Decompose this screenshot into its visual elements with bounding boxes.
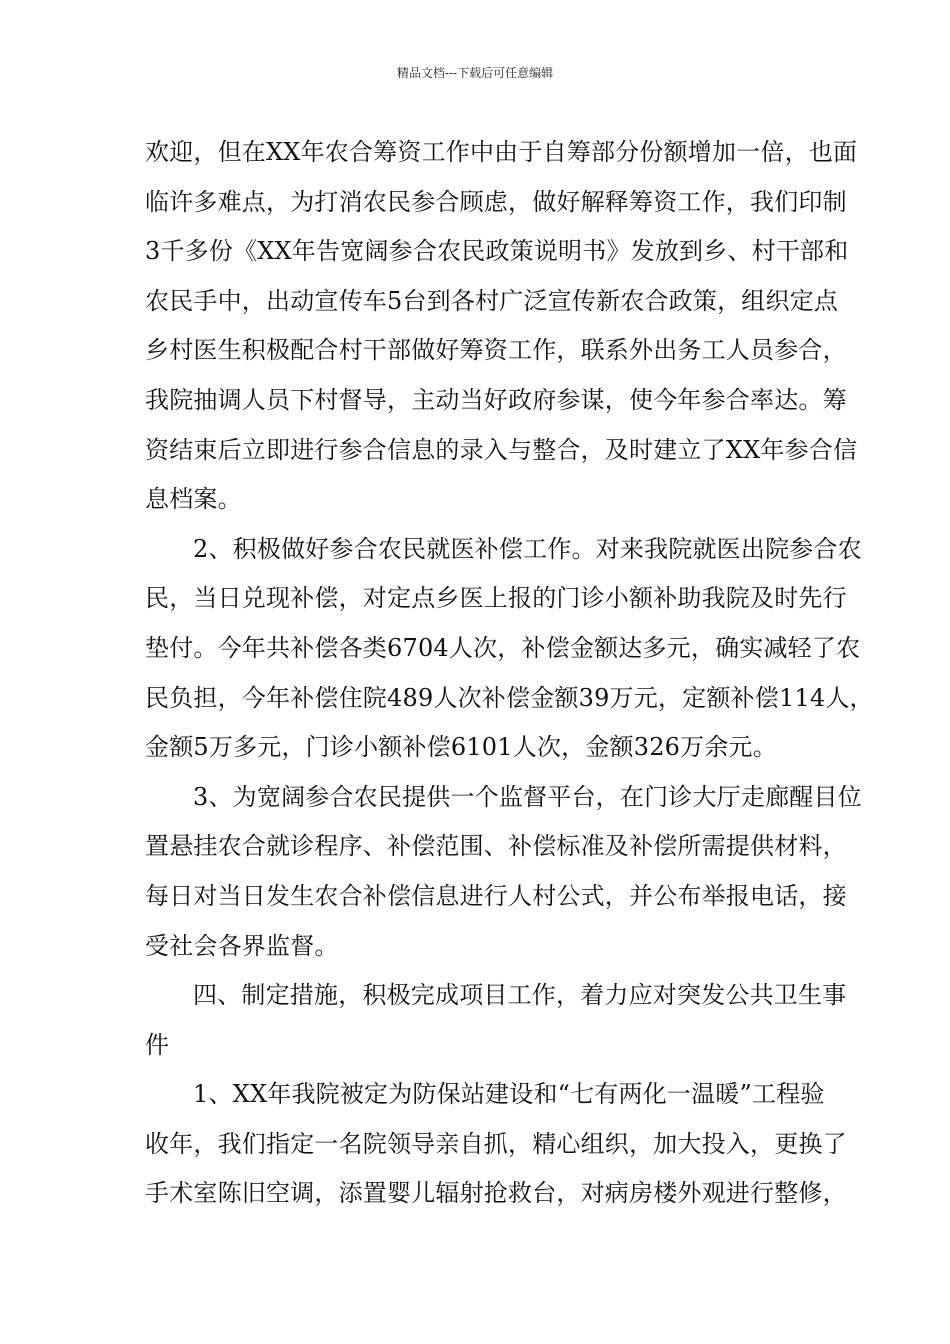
text-line: 我院抽调人员下村督导，主动当好政府参谋，使今年参合率达。筹 xyxy=(145,385,847,414)
text-line: 垫付。今年共补偿各类6704人次，补偿金额达多元，确实减轻了农 xyxy=(145,633,861,662)
section-heading-line: 四、制定措施，积极完成项目工作，着力应对突发公共卫生事 xyxy=(193,981,847,1010)
paragraph-start-line: 2、积极做好参合农民就医补偿工作。对来我院就医出院参合农 xyxy=(193,534,862,563)
text-line: 民，当日兑现补偿，对定点乡医上报的门诊小额补助我院及时先行 xyxy=(145,584,847,613)
text-line: 乡村医生积极配合村干部做好筹资工作，联系外出务工人员参合， xyxy=(145,336,847,365)
text-line: 置悬挂农合就诊程序、补偿范围、补偿标准及补偿所需提供材料， xyxy=(145,832,847,861)
text-line: 资结束后立即进行参合信息的录入与整合，及时建立了XX年参合信 xyxy=(145,435,858,464)
text-line: 受社会各界监督。 xyxy=(145,931,339,960)
paragraph-start-line: 1、XX年我院被定为防保站建设和“七有两化一温暖”工程验 xyxy=(193,1080,825,1109)
text-line: 金额5万多元，门诊小额补偿6101人次，金额326万余元。 xyxy=(145,733,777,762)
text-line: 欢迎，但在XX年农合筹资工作中由于自筹部分份额增加一倍，也面 xyxy=(145,138,858,166)
paragraph-start-line: 3、为宽阔参合农民提供一个监督平台，在门诊大厅走廊醒目位 xyxy=(193,782,862,811)
text-line: 手术室陈旧空调，添置婴儿辐射抢救台，对病房楼外观进行整修， xyxy=(145,1179,847,1208)
text-line: 民负担，今年补偿住院489人次补偿金额39万元，定额补偿114人， xyxy=(145,683,874,712)
document-body xyxy=(145,128,874,1219)
text-line: 收年，我们指定一名院领导亲自抓，精心组织，加大投入，更换了 xyxy=(145,1129,847,1158)
text-line: 每日对当日发生农合补偿信息进行人村公式，并公布举报电话，接 xyxy=(145,881,847,910)
page-header: 精品文档---下载后可任意编辑 xyxy=(396,66,554,80)
text-line: 农民手中，出动宣传车5台到各村广泛宣传新农合政策，组织定点 xyxy=(145,286,839,315)
text-line: 3千多份《XX年告宽阔参合农民政策说明书》发放到乡、村干部和 xyxy=(145,237,849,266)
section-heading-line: 件 xyxy=(145,1030,170,1059)
text-line: 息档案。 xyxy=(145,485,242,514)
text-line: 临许多难点，为打消农民参合顾虑，做好解释筹资工作，我们印制 xyxy=(145,187,847,216)
